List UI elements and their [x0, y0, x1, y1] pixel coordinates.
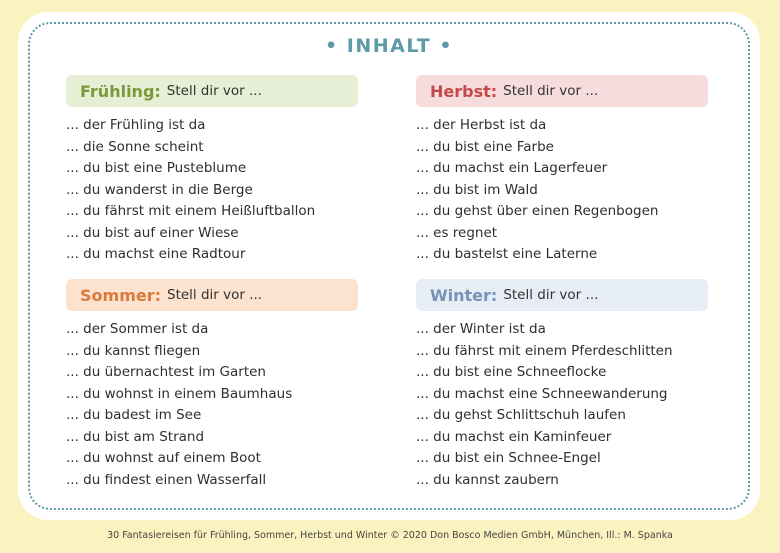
item-list-summer	[66, 319, 358, 491]
list-item: ... du bist am Strand	[66, 428, 205, 445]
item-list-spring	[66, 115, 358, 266]
season-prompt-autumn: Stell dir vor ...	[503, 83, 599, 99]
list-item: ... du bist auf einer Wiese	[66, 224, 239, 241]
list-item: ... du gehst über einen Regenbogen	[416, 203, 659, 219]
list-item: ... du kannst fliegen	[66, 342, 201, 359]
copyright-footer: 30 Fantasiereisen für Frühling, Sommer, Herbst und Winter © 2020 Don Bosco Medien GmbH, München, Ill.: M. Spanka	[107, 530, 673, 541]
list-item: ... du bist eine Farbe	[416, 138, 554, 155]
content-card	[18, 12, 760, 520]
season-name-winter: Winter:	[430, 285, 498, 305]
season-name-spring: Frühling:	[80, 81, 161, 101]
section-autumn	[416, 75, 708, 266]
list-item: ... du fährst mit einem Pferdeschlitten	[416, 342, 673, 359]
list-item: ... du machst eine Radtour	[66, 246, 246, 262]
section-header-autumn	[416, 75, 708, 107]
list-item: ... du bastelst eine Laterne	[416, 246, 598, 262]
season-prompt-summer: Stell dir vor ...	[167, 287, 263, 303]
list-item: ... der Sommer ist da	[66, 321, 209, 337]
list-item: ... du machst ein Kaminfeuer	[416, 428, 612, 445]
list-item: ... die Sonne scheint	[66, 138, 204, 155]
list-item: ... du wohnst in einem Baumhaus	[66, 385, 293, 402]
section-header-summer	[66, 279, 358, 311]
list-item: ... du übernachtest im Garten	[66, 364, 266, 380]
list-item: ... der Herbst ist da	[416, 117, 547, 133]
list-item: ... du bist im Wald	[416, 181, 538, 198]
list-item: ... der Frühling ist da	[66, 117, 206, 133]
page-title: • INHALT •	[324, 35, 454, 57]
item-list-autumn	[416, 115, 708, 266]
list-item: ... du wohnst auf einem Boot	[66, 450, 261, 466]
list-item: ... der Winter ist da	[416, 321, 546, 337]
section-winter	[416, 279, 708, 491]
season-name-autumn: Herbst:	[430, 81, 498, 101]
list-item: ... du fährst mit einem Heißluftballon	[66, 203, 316, 219]
section-spring	[66, 75, 358, 266]
list-item: ... du findest einen Wasserfall	[66, 471, 267, 488]
list-item: ... du machst ein Lagerfeuer	[416, 160, 608, 176]
item-list-winter	[416, 319, 708, 491]
list-item: ... du bist eine Pusteblume	[66, 160, 247, 176]
list-item: ... du bist ein Schnee-Engel	[416, 450, 601, 466]
list-item: ... du wanderst in die Berge	[66, 181, 253, 198]
season-prompt-winter: Stell dir vor ...	[503, 287, 599, 303]
season-prompt-spring: Stell dir vor ...	[166, 83, 262, 99]
list-item: ... du kannst zaubern	[416, 471, 559, 488]
list-item: ... du gehst Schlittschuh laufen	[416, 407, 626, 423]
list-item: ... du bist eine Schneeflocke	[416, 364, 607, 380]
section-summer	[66, 279, 358, 491]
list-item: ... du machst eine Schneewanderung	[416, 385, 668, 402]
list-item: ... es regnet	[416, 224, 498, 241]
season-name-summer: Sommer:	[80, 285, 161, 305]
section-header-winter	[416, 279, 708, 311]
list-item: ... du badest im See	[66, 407, 202, 423]
section-header-spring	[66, 75, 358, 107]
